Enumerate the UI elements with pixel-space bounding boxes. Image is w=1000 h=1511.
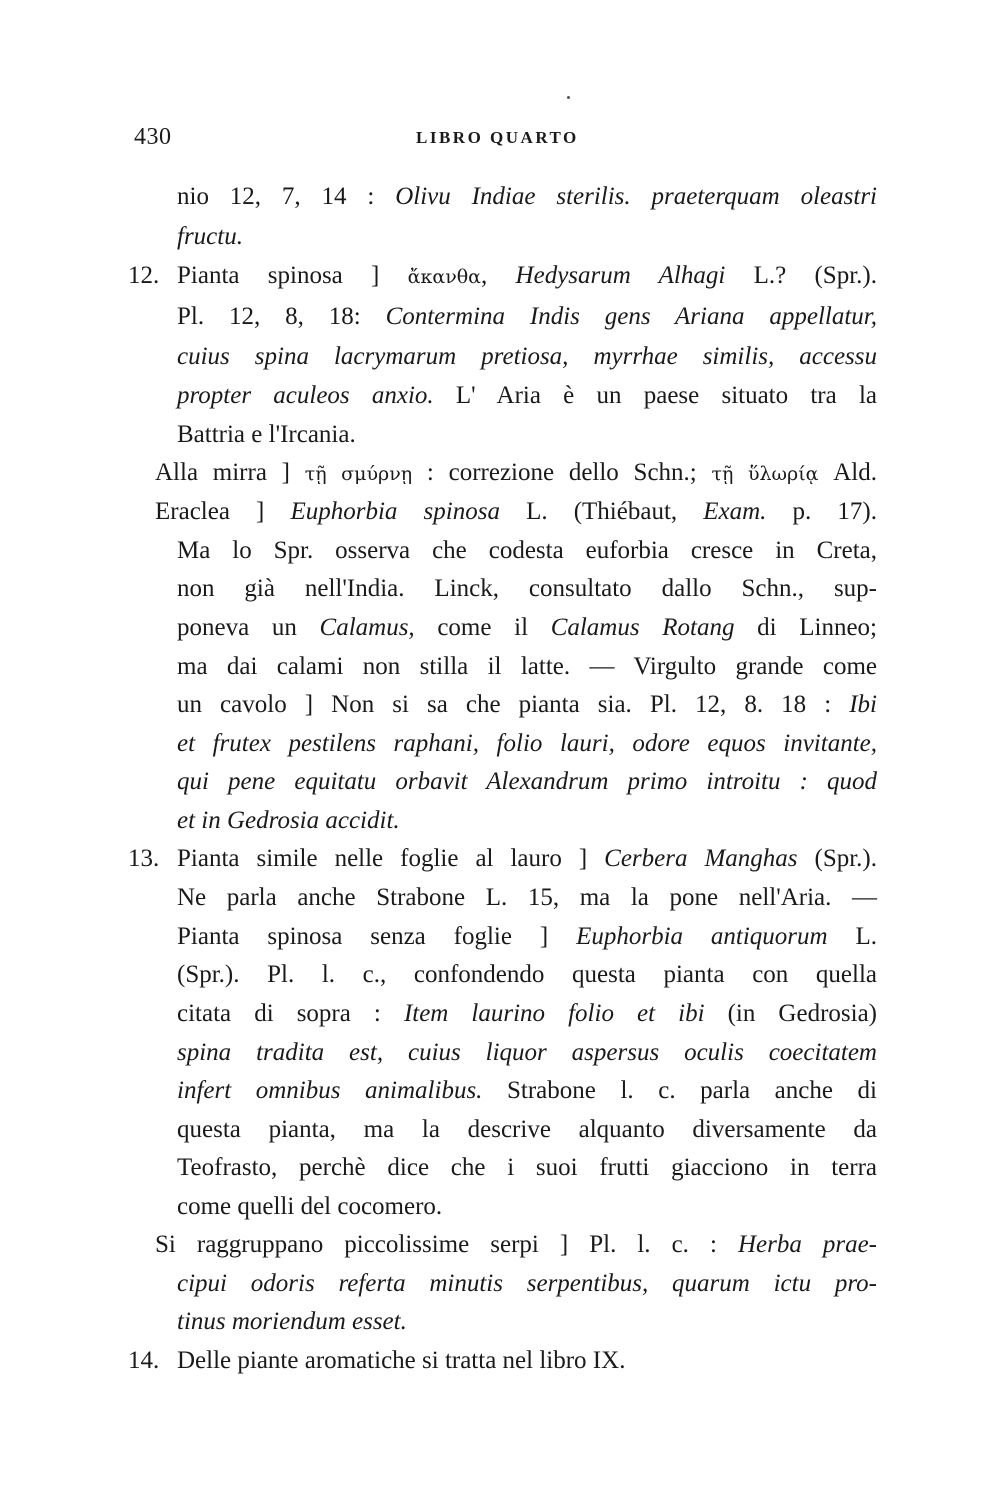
text-run: L. (Thiébaut, bbox=[499, 498, 704, 525]
text-line bbox=[177, 261, 877, 291]
text-line bbox=[155, 458, 877, 488]
text-line bbox=[177, 690, 877, 720]
text-run: Ald. bbox=[818, 459, 877, 486]
italic-run: cipui odoris referta minutis serpentibus, quarum ictu pro- bbox=[177, 1270, 877, 1297]
text-run: Pianta spinosa ] bbox=[177, 262, 408, 289]
italic-run: Cerbera Manghas bbox=[604, 845, 798, 872]
text-run: Strabone l. c. parla anche di bbox=[482, 1077, 877, 1104]
text-line bbox=[177, 652, 877, 682]
text-line bbox=[177, 1307, 877, 1337]
text-run: , bbox=[481, 262, 516, 289]
text-line bbox=[177, 420, 877, 450]
text-run: (in Gedrosia) bbox=[704, 1000, 877, 1027]
italic-run: cuius spina lacrymarum pretiosa, myrrhae similis, accessu bbox=[177, 343, 877, 370]
text-run: un cavolo ] Non si sa che pianta sia. Pl. 12, 8. 18 : bbox=[177, 691, 850, 718]
text-run: Ma lo Spr. osserva che codesta euforbia cresce in Creta, bbox=[177, 537, 877, 564]
text-line bbox=[177, 960, 877, 990]
text-run: Ne parla anche Strabone L. 15, ma la pone nell'Aria. — bbox=[177, 884, 877, 911]
text-run: Alla mirra ] bbox=[155, 459, 305, 486]
italic-run: Item laurino folio et ibi bbox=[403, 1000, 705, 1027]
text-run: : correzione dello Schn.; bbox=[412, 459, 712, 486]
text-run: Eraclea ] bbox=[155, 498, 291, 525]
text-line bbox=[177, 381, 877, 411]
text-line bbox=[177, 613, 877, 643]
text-line bbox=[177, 1269, 877, 1299]
text-line bbox=[177, 999, 877, 1029]
text-run: questa pianta, ma la descrive alquanto diversamente da bbox=[177, 1116, 877, 1143]
italic-run: Euphorbia spinosa bbox=[290, 498, 500, 525]
italic-run: spina tradita est, cuius liquor aspersus oculis coecitatem bbox=[177, 1039, 877, 1066]
italic-run: Olivu Indiae sterilis. praeterquam oleastri bbox=[395, 183, 877, 210]
text-line bbox=[177, 1346, 877, 1376]
text-run: L' Aria è un paese situato tra la bbox=[433, 382, 877, 409]
italic-run: qui pene equitatu orbavit Alexandrum primo introitu : quod bbox=[177, 768, 877, 795]
text-run: Teofrasto, perchè dice che i suoi frutti giacciono in terra bbox=[177, 1154, 877, 1181]
italic-run: et in Gedrosia accidit. bbox=[177, 807, 400, 834]
italic-run: et frutex pestilens raphani, folio lauri, odore equos invitante, bbox=[177, 730, 877, 757]
note-number: 12. bbox=[128, 262, 160, 289]
text-line bbox=[177, 182, 877, 212]
italic-run: Ibi bbox=[849, 691, 877, 718]
ink-speck bbox=[567, 96, 570, 99]
text-line bbox=[155, 497, 877, 527]
text-run: L. bbox=[827, 923, 877, 950]
italic-run: infert omnibus animalibus. bbox=[177, 1077, 483, 1104]
text-line bbox=[177, 767, 877, 797]
text-run: (Spr.). bbox=[797, 845, 878, 872]
italic-run: Exam. bbox=[703, 498, 767, 525]
text-run: Pl. 12, 8, 18: bbox=[177, 303, 386, 330]
text-line bbox=[177, 574, 877, 604]
text-line bbox=[155, 1230, 877, 1260]
note-number: 14. bbox=[128, 1347, 160, 1374]
italic-run: fructu. bbox=[177, 223, 243, 250]
greek-run: τῇ ὕλωρίᾳ bbox=[711, 463, 819, 485]
text-line bbox=[177, 1153, 877, 1183]
text-run: Delle piante aromatiche si tratta nel libro IX. bbox=[177, 1347, 626, 1374]
greek-run: τῇ σμύρνῃ bbox=[304, 463, 413, 485]
text-run: di Linneo; bbox=[734, 614, 877, 641]
text-run: non già nell'India. Linck, consultato dallo Schn., sup- bbox=[177, 575, 877, 602]
text-line bbox=[177, 806, 877, 836]
text-run: Battria e l'Ircania. bbox=[177, 421, 356, 448]
text-line bbox=[177, 1115, 877, 1145]
note-number: 13. bbox=[128, 845, 160, 872]
page-number: 430 bbox=[134, 124, 172, 150]
text-line bbox=[177, 729, 877, 759]
text-run: (Spr.). Pl. l. c., confondendo questa pianta con quella bbox=[177, 961, 877, 988]
text-run: come il bbox=[414, 614, 551, 641]
text-line bbox=[177, 1038, 877, 1068]
text-line bbox=[177, 342, 877, 372]
text-run: citata di sopra : bbox=[177, 1000, 404, 1027]
text-run: p. 17). bbox=[766, 498, 877, 525]
running-title: LIBRO QUARTO bbox=[416, 128, 579, 147]
text-line bbox=[177, 922, 877, 952]
text-run: Pianta spinosa senza foglie ] bbox=[177, 923, 577, 950]
text-run: Si raggruppano piccolissime serpi ] Pl. l. c. : bbox=[155, 1231, 738, 1258]
italic-run: Calamus Rotang bbox=[550, 614, 735, 641]
text-run: Pianta simile nelle foglie al lauro ] bbox=[177, 845, 605, 872]
text-run: nio 12, 7, 14 : bbox=[177, 183, 396, 210]
italic-run: propter aculeos anxio. bbox=[177, 382, 434, 409]
text-line bbox=[177, 883, 877, 913]
text-line bbox=[177, 1192, 877, 1222]
text-line bbox=[177, 536, 877, 566]
italic-run: Herba prae- bbox=[737, 1231, 877, 1258]
italic-run: Calamus, bbox=[319, 614, 415, 641]
italic-run: tinus moriendum esset. bbox=[177, 1308, 407, 1335]
text-run: come quelli del cocomero. bbox=[177, 1193, 443, 1220]
text-line bbox=[177, 222, 877, 252]
greek-run: ἄκανθα bbox=[407, 266, 482, 288]
text-line bbox=[177, 1076, 877, 1106]
italic-run: Contermina Indis gens Ariana appellatur, bbox=[385, 303, 877, 330]
text-run: L.? (Spr.). bbox=[725, 262, 877, 289]
text-run: ma dai calami non stilla il latte. — Virgulto grande come bbox=[177, 653, 877, 680]
text-line bbox=[177, 844, 877, 874]
italic-run: Hedysarum Alhagi bbox=[515, 262, 726, 289]
italic-run: Euphorbia antiquorum bbox=[576, 923, 828, 950]
text-line bbox=[177, 302, 877, 332]
text-run: poneva un bbox=[177, 614, 320, 641]
